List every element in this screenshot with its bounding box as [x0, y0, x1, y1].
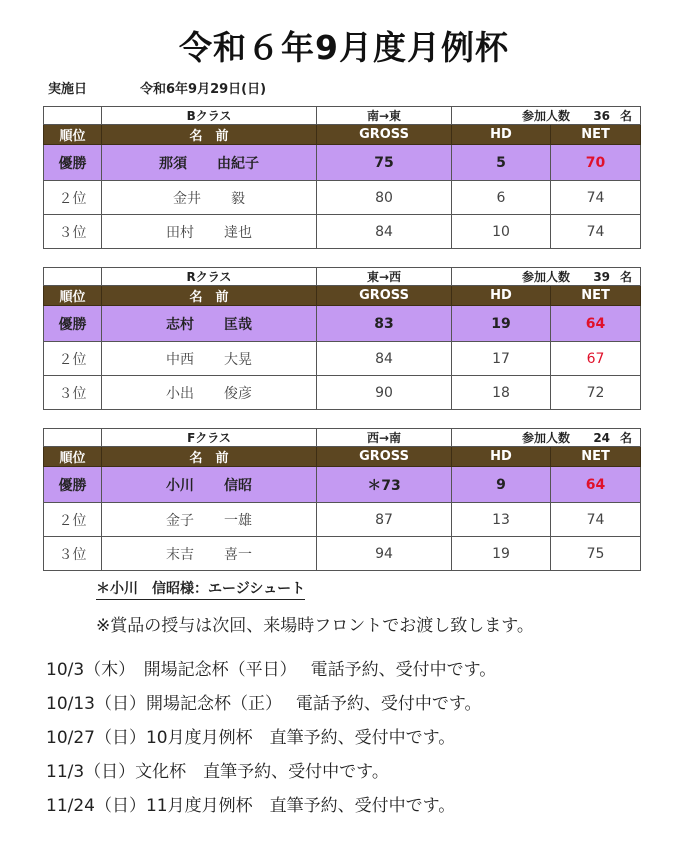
rank-cell: ２位 [44, 342, 102, 376]
gross-cell: 80 [317, 181, 452, 215]
gross-cell: 87 [317, 503, 452, 537]
col-net-header: NET [551, 286, 641, 306]
table-row [44, 306, 641, 342]
player-first-name: 喜一 [224, 546, 252, 563]
hd-cell: 10 [452, 215, 551, 249]
results-table-r [43, 267, 641, 410]
age-shoot-note: ＊小川 信昭様：エージシュート [96, 578, 305, 600]
rank-cell: 優勝 [44, 306, 102, 342]
table-row [44, 376, 641, 410]
event-schedule [46, 660, 496, 830]
player-first-name: 一雄 [224, 512, 252, 529]
prize-note: ※賞品の授与は次回、来場時フロントでお渡し致します。 [96, 616, 534, 636]
net-cell: 64 [551, 306, 641, 342]
col-net-header: NET [551, 447, 641, 467]
gross-cell: 94 [317, 537, 452, 571]
player-name-cell [102, 537, 317, 571]
class-name: Bクラス [102, 107, 317, 125]
col-rank-header: 順位 [44, 447, 102, 467]
player-last-name: 末吉 [166, 546, 194, 563]
participant-label: 参加人数 [522, 270, 571, 284]
event-item: 10/13（日）開場記念杯（正） 電話予約、受付中です。 [46, 694, 482, 714]
net-cell: 75 [551, 537, 641, 571]
col-gross-header: GROSS [317, 125, 452, 145]
participant-count [452, 107, 641, 125]
col-rank-header: 順位 [44, 286, 102, 306]
participant-number: 36 [593, 109, 611, 123]
gross-cell: ＊73 [317, 467, 452, 503]
player-name-cell [102, 342, 317, 376]
hd-cell: 6 [452, 181, 551, 215]
player-last-name: 小出 [166, 385, 194, 402]
event-item: 11/24（日）11月度月例杯 直筆予約、受付中です。 [46, 796, 456, 816]
class-name: Rクラス [102, 268, 317, 286]
table-row [44, 215, 641, 249]
participant-unit: 名 [620, 109, 633, 123]
table-row [44, 503, 641, 537]
net-cell: 74 [551, 503, 641, 537]
participant-number: 39 [593, 270, 611, 284]
rank-cell: ３位 [44, 537, 102, 571]
table-row [44, 467, 641, 503]
rank-cell: 優勝 [44, 145, 102, 181]
event-item: 11/3（日）文化杯 直筆予約、受付中です。 [46, 762, 389, 782]
player-name-cell [102, 181, 317, 215]
player-last-name: 中西 [166, 351, 194, 368]
gross-cell: 84 [317, 215, 452, 249]
gross-cell: 83 [317, 306, 452, 342]
participant-count [452, 429, 641, 447]
table-header-row [44, 125, 641, 145]
class-name: Fクラス [102, 429, 317, 447]
player-last-name: 那須 [159, 155, 187, 172]
event-item: 10/27（日）10月度月例杯 直筆予約、受付中です。 [46, 728, 456, 748]
hd-cell: 19 [452, 537, 551, 571]
player-first-name: 匡哉 [224, 316, 252, 333]
results-table-f [43, 428, 641, 571]
player-last-name: 小川 [166, 477, 194, 494]
hd-cell: 17 [452, 342, 551, 376]
table-row [44, 145, 641, 181]
rank-cell: ３位 [44, 215, 102, 249]
player-first-name: 由紀子 [217, 155, 259, 172]
table-row [44, 181, 641, 215]
col-gross-header: GROSS [317, 286, 452, 306]
results-table-b [43, 106, 641, 249]
player-name-cell [102, 376, 317, 410]
net-cell: 74 [551, 215, 641, 249]
net-cell: 72 [551, 376, 641, 410]
participant-number: 24 [593, 431, 611, 445]
col-name-header: 名 前 [102, 286, 317, 306]
net-cell: 70 [551, 145, 641, 181]
player-name-cell [102, 503, 317, 537]
col-hd-header: HD [452, 125, 551, 145]
participant-unit: 名 [620, 270, 633, 284]
event-date-value: 令和6年9月29日(日) [140, 82, 267, 97]
player-first-name: 達也 [224, 224, 252, 241]
player-last-name: 田村 [166, 224, 194, 241]
rank-cell: ３位 [44, 376, 102, 410]
gross-cell: 90 [317, 376, 452, 410]
gross-cell: 75 [317, 145, 452, 181]
course-route: 南→東 [317, 107, 452, 125]
col-name-header: 名 前 [102, 447, 317, 467]
participant-label: 参加人数 [522, 431, 571, 445]
hd-cell: 9 [452, 467, 551, 503]
player-first-name: 大晃 [224, 351, 252, 368]
player-first-name: 信昭 [224, 477, 252, 494]
blank-cell [44, 268, 102, 286]
class-info-row [44, 429, 641, 447]
rank-cell: 優勝 [44, 467, 102, 503]
col-gross-header: GROSS [317, 447, 452, 467]
hd-cell: 5 [452, 145, 551, 181]
net-cell: 67 [551, 342, 641, 376]
class-info-row [44, 107, 641, 125]
player-name-cell [102, 467, 317, 503]
class-info-row [44, 268, 641, 286]
col-hd-header: HD [452, 286, 551, 306]
col-hd-header: HD [452, 447, 551, 467]
col-rank-header: 順位 [44, 125, 102, 145]
player-last-name: 金井 [173, 190, 201, 207]
player-first-name: 毅 [231, 190, 245, 207]
blank-cell [44, 429, 102, 447]
col-name-header: 名 前 [102, 125, 317, 145]
net-cell: 64 [551, 467, 641, 503]
player-last-name: 金子 [166, 512, 194, 529]
event-item: 10/3（木） 開場記念杯（平日） 電話予約、受付中です。 [46, 660, 497, 680]
player-name-cell [102, 145, 317, 181]
participant-label: 参加人数 [522, 109, 571, 123]
event-date-row [48, 78, 266, 97]
blank-cell [44, 107, 102, 125]
player-last-name: 志村 [166, 316, 194, 333]
page-title: 令和６年9月度月例杯 [179, 28, 509, 67]
course-route: 東→西 [317, 268, 452, 286]
participant-unit: 名 [620, 431, 633, 445]
table-header-row [44, 447, 641, 467]
table-row [44, 342, 641, 376]
col-net-header: NET [551, 125, 641, 145]
participant-count [452, 268, 641, 286]
hd-cell: 18 [452, 376, 551, 410]
table-row [44, 537, 641, 571]
rank-cell: ２位 [44, 503, 102, 537]
table-header-row [44, 286, 641, 306]
player-first-name: 俊彦 [224, 385, 252, 402]
player-name-cell [102, 306, 317, 342]
gross-cell: 84 [317, 342, 452, 376]
hd-cell: 13 [452, 503, 551, 537]
hd-cell: 19 [452, 306, 551, 342]
rank-cell: ２位 [44, 181, 102, 215]
event-date-label: 実施日 [48, 82, 88, 97]
net-cell: 74 [551, 181, 641, 215]
player-name-cell [102, 215, 317, 249]
course-route: 西→南 [317, 429, 452, 447]
